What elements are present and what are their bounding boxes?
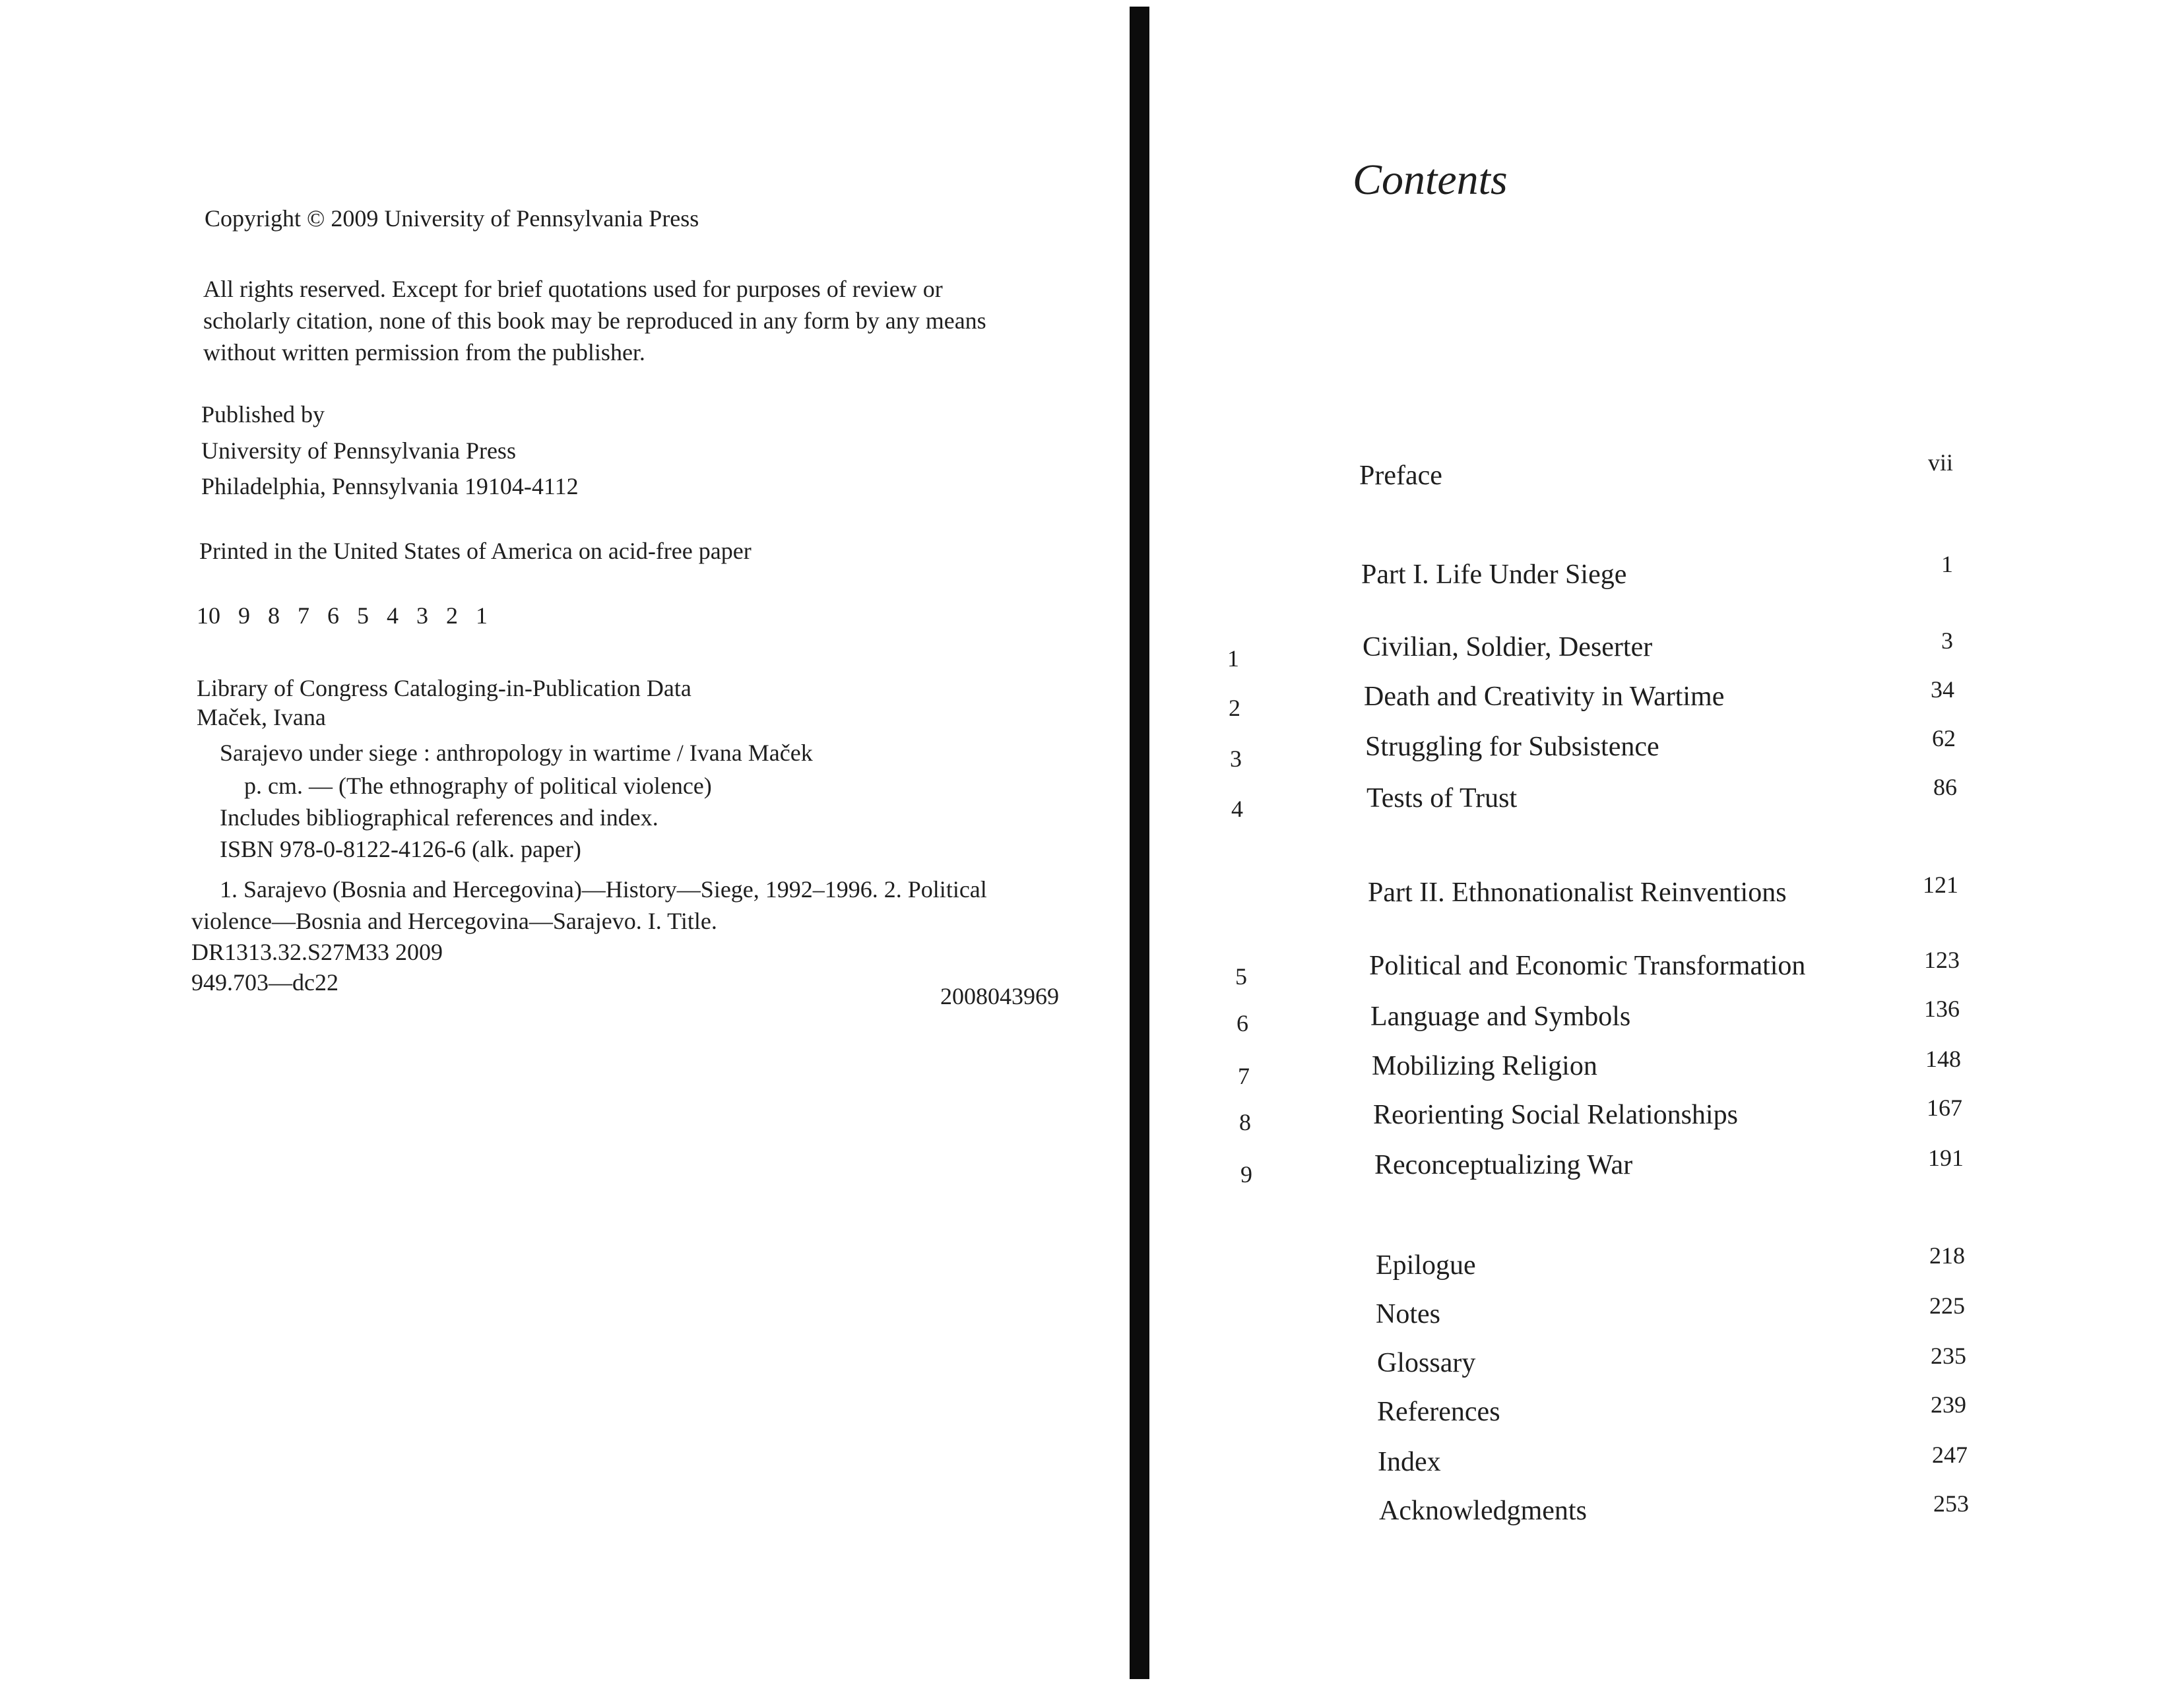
toc-page: 235 bbox=[1931, 1343, 1966, 1369]
lccn: 2008043969 bbox=[940, 983, 1059, 1009]
toc-number: 2 bbox=[1229, 695, 1240, 721]
toc-title: Mobilizing Religion bbox=[1372, 1051, 1597, 1081]
contents-page bbox=[1161, 0, 2184, 1687]
toc-page: 167 bbox=[1927, 1095, 1962, 1121]
cip-title: Sarajevo under siege : anthropology in wartime / Ivana Maček bbox=[220, 740, 813, 766]
toc-title: Reorienting Social Relationships bbox=[1373, 1100, 1738, 1130]
cip-call-number: DR1313.32.S27M33 2009 bbox=[191, 939, 443, 965]
rights-line-3: without written permission from the publisher. bbox=[203, 339, 645, 366]
cip-heading: Library of Congress Cataloging-in-Publication Data bbox=[197, 675, 691, 701]
toc-title: Part I. Life Under Siege bbox=[1361, 559, 1627, 590]
toc-title: Tests of Trust bbox=[1366, 783, 1518, 813]
toc-title: Struggling for Subsistence bbox=[1365, 732, 1659, 762]
toc-title: Reconceptualizing War bbox=[1374, 1150, 1633, 1180]
toc-page: 191 bbox=[1928, 1145, 1964, 1171]
toc-page: 86 bbox=[1933, 774, 1957, 800]
toc-title: Political and Economic Transformation bbox=[1369, 951, 1806, 981]
toc-page: 218 bbox=[1929, 1242, 1965, 1269]
toc-title: Acknowledgments bbox=[1379, 1496, 1587, 1526]
toc-number: 5 bbox=[1235, 963, 1247, 990]
toc-page: 239 bbox=[1931, 1391, 1966, 1418]
toc-page: 1 bbox=[1941, 551, 1953, 577]
toc-page: 225 bbox=[1929, 1292, 1965, 1319]
toc-title: Civilian, Soldier, Deserter bbox=[1363, 632, 1653, 662]
printed-statement: Printed in the United States of America on acid-free paper bbox=[199, 538, 752, 564]
cip-subjects-1: 1. Sarajevo (Bosnia and Hercegovina)—History—Siege, 1992–1996. 2. Political bbox=[220, 876, 987, 903]
toc-page: 148 bbox=[1925, 1046, 1961, 1072]
toc-number: 4 bbox=[1231, 796, 1243, 822]
toc-number: 7 bbox=[1238, 1063, 1250, 1089]
toc-number: 3 bbox=[1230, 746, 1242, 772]
cip-dewey: 949.703—dc22 bbox=[191, 969, 338, 996]
rights-line-1: All rights reserved. Except for brief quotations used for purposes of review or bbox=[203, 276, 943, 302]
rights-line-2: scholarly citation, none of this book may be reproduced in any form by any means bbox=[203, 307, 986, 334]
publisher-name: University of Pennsylvania Press bbox=[201, 437, 516, 464]
toc-title: Part II. Ethnonationalist Reinventions bbox=[1368, 877, 1787, 908]
toc-title: Language and Symbols bbox=[1370, 1002, 1631, 1032]
cip-series: p. cm. — (The ethnography of political violence) bbox=[244, 773, 712, 799]
toc-title: Notes bbox=[1376, 1299, 1440, 1329]
cip-isbn: ISBN 978-0-8122-4126-6 (alk. paper) bbox=[220, 836, 581, 862]
toc-title: Death and Creativity in Wartime bbox=[1364, 682, 1725, 712]
toc-page: 123 bbox=[1924, 947, 1960, 973]
toc-page: 136 bbox=[1924, 996, 1960, 1022]
cip-includes: Includes bibliographical references and index. bbox=[220, 804, 658, 831]
toc-number: 1 bbox=[1227, 645, 1239, 672]
copyright-line: Copyright © 2009 University of Pennsylvania Press bbox=[205, 205, 699, 232]
publisher-address: Philadelphia, Pennsylvania 19104-4112 bbox=[201, 473, 579, 499]
toc-page: 253 bbox=[1933, 1490, 1969, 1517]
toc-page: 34 bbox=[1931, 676, 1954, 703]
published-by: Published by bbox=[201, 401, 325, 428]
toc-number: 8 bbox=[1239, 1109, 1251, 1135]
book-gutter-shadow bbox=[1130, 7, 1149, 1679]
toc-page: 3 bbox=[1941, 627, 1953, 654]
toc-title: References bbox=[1377, 1397, 1500, 1427]
toc-title: Preface bbox=[1359, 461, 1442, 491]
contents-heading: Contents bbox=[1353, 156, 1508, 204]
toc-page: 62 bbox=[1932, 725, 1956, 751]
toc-title: Glossary bbox=[1377, 1348, 1476, 1378]
toc-page: 247 bbox=[1932, 1442, 1968, 1468]
toc-title: Index bbox=[1378, 1447, 1441, 1477]
toc-number: 9 bbox=[1240, 1161, 1252, 1188]
cip-subjects-2: violence—Bosnia and Hercegovina—Sarajevo. I. Title. bbox=[191, 908, 717, 934]
toc-number: 6 bbox=[1237, 1010, 1248, 1036]
toc-page: 121 bbox=[1923, 872, 1958, 898]
cip-author: Maček, Ivana bbox=[197, 704, 326, 730]
printing-line: 10 9 8 7 6 5 4 3 2 1 bbox=[197, 602, 488, 629]
toc-page: vii bbox=[1927, 449, 1953, 476]
toc-title: Epilogue bbox=[1376, 1250, 1476, 1281]
